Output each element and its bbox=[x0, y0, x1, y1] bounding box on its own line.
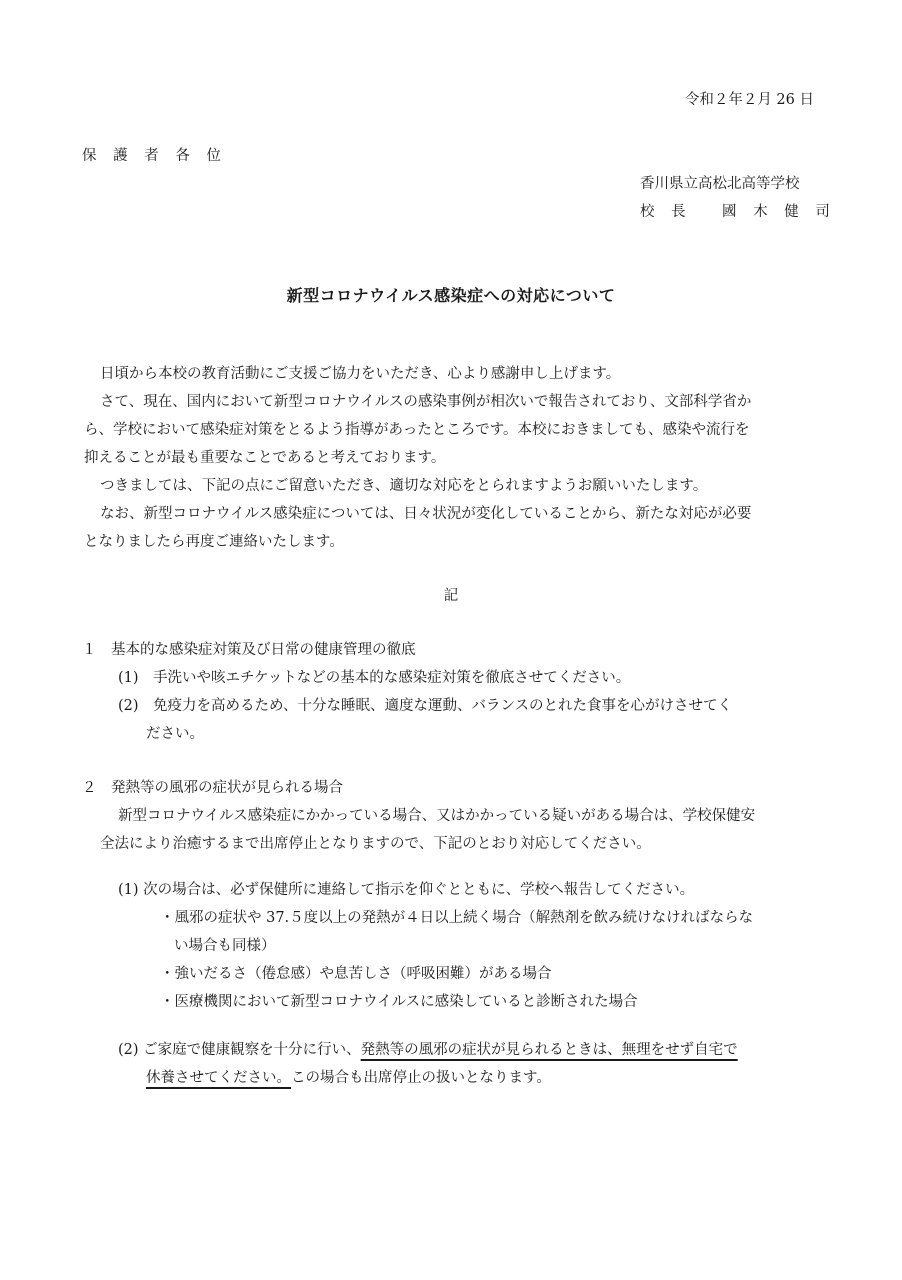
section-2-bullet-1-line-1: ・風邪の症状や 37.５度以上の発熱が４日以上続く場合（解熱剤を飲み続けなければならな bbox=[160, 910, 754, 926]
section-2-bullet-1-line-2: い場合も同様） bbox=[174, 938, 276, 954]
recipient-line: 保 護 者 各 位 bbox=[82, 148, 227, 164]
section-2-heading: ２ 発熱等の風邪の症状が見られる場合 bbox=[82, 780, 343, 796]
section-1-item-2-line-1: (2) 免疫力を高めるため、十分な睡眠、適度な運動、バランスのとれた食事を心がけさせてく bbox=[118, 698, 733, 714]
intro-paragraph-2-line-3: 抑えることが最も重要なことであると考えております。 bbox=[84, 450, 446, 466]
item-2-underlined-text: 発熱等の風邪の症状が見られるときは、無理をせず自宅で bbox=[360, 1042, 738, 1058]
section-2-body-line-1: 新型コロナウイルス感染症にかかっている場合、又はかかっている疑いがある場合は、学校保健安 bbox=[118, 808, 756, 824]
section-2-item-2-line-2 bbox=[146, 1068, 551, 1088]
ki-marker: 記 bbox=[443, 588, 459, 604]
intro-paragraph-4-line-2: となりましたら再度ご連絡いたします。 bbox=[84, 534, 344, 550]
section-2-bullet-3: ・医療機関において新型コロナウイルスに感染していると診断された場合 bbox=[160, 994, 638, 1010]
section-1-item-2-line-2: ださい。 bbox=[146, 726, 204, 742]
intro-paragraph-3: つきましては、下記の点にご留意いただき、適切な対応をとられますようお願いいたします。 bbox=[100, 478, 708, 494]
section-1-item-1: (1) 手洗いや咳エチケットなどの基本的な感染症対策を徹底させてください。 bbox=[118, 670, 631, 686]
section-2-item-1: (1) 次の場合は、必ず保健所に連絡して指示を仰ぐとともに、学校へ報告してください。 bbox=[118, 882, 695, 898]
item-2-plain-text-2: この場合も出席停止の扱いとなります。 bbox=[291, 1070, 551, 1086]
intro-paragraph-1: 日頃から本校の教育活動にご支援ご協力をいただき、心より感謝申し上げます。 bbox=[100, 366, 621, 382]
school-name: 香川県立高松北高等学校 bbox=[640, 176, 800, 192]
item-2-plain-text: (2) ご家庭で健康観察を十分に行い、 bbox=[118, 1042, 361, 1058]
item-2-underlined-text-2: 休養させてください。 bbox=[146, 1070, 291, 1086]
section-2-item-2-line-1 bbox=[118, 1040, 738, 1060]
section-1-heading: １ 基本的な感染症対策及び日常の健康管理の徹底 bbox=[82, 642, 416, 658]
section-2-body-line-2: 全法により治癒するまで出席停止となりますので、下記のとおり対応してください。 bbox=[100, 836, 651, 852]
intro-paragraph-2-line-2: ら、学校において感染症対策をとるよう指導があったところです。本校におきましても、感染や流行を bbox=[84, 422, 750, 438]
document-title: 新型コロナウイルス感染症への対応について bbox=[286, 286, 616, 305]
principal-name: 國 木 健 司 bbox=[722, 204, 836, 220]
intro-paragraph-2-line-1: さて、現在、国内において新型コロナウイルスの感染事例が相次いで報告されており、文部科学省か bbox=[100, 394, 752, 410]
document-date: 令和２年２月 26 日 bbox=[684, 92, 814, 108]
section-2-bullet-2: ・強いだるさ（倦怠感）や息苦しさ（呼吸困難）がある場合 bbox=[160, 966, 552, 982]
principal-title: 校 長 bbox=[640, 204, 692, 220]
intro-paragraph-4-line-1: なお、新型コロナウイルス感染症については、日々状況が変化していることから、新たな対応が必要 bbox=[100, 506, 752, 522]
